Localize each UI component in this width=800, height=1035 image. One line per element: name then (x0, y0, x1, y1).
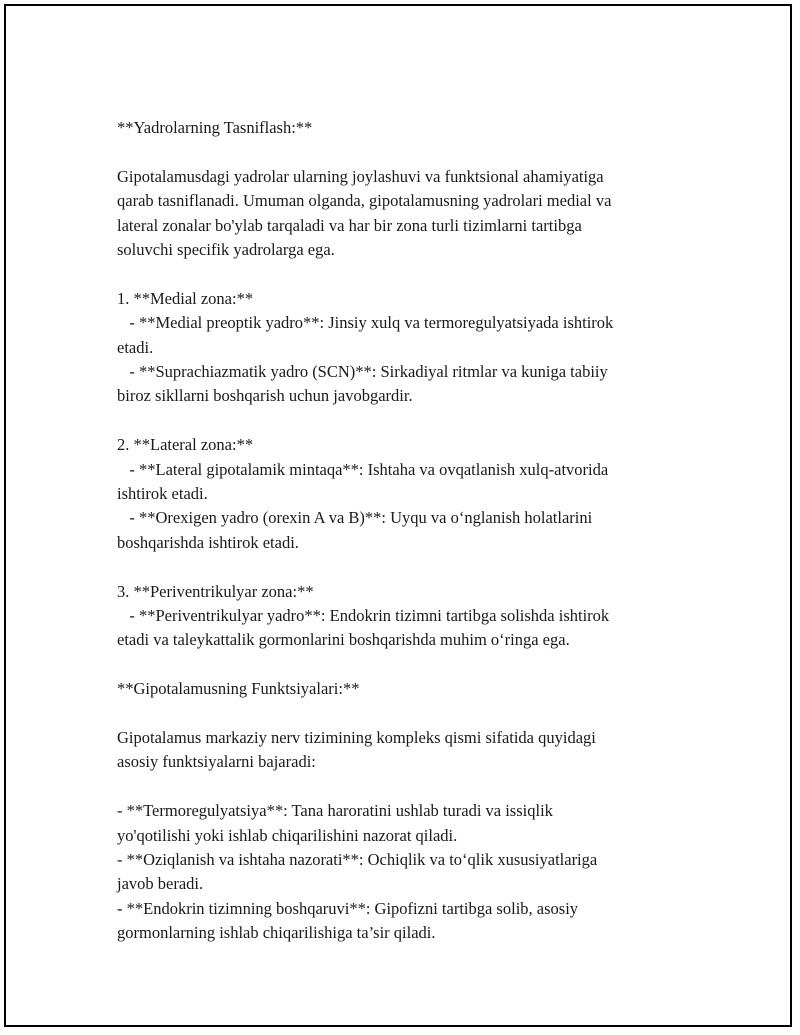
spacer (117, 702, 687, 726)
spacer (117, 775, 687, 799)
intro-paragraph (117, 165, 687, 263)
spacer (117, 409, 687, 433)
intro-line: soluvchi specifik yadrolarga ega. (117, 240, 335, 260)
zone-title: 1. **Medial zona:** (117, 288, 254, 308)
function-line: javob beradi. (117, 874, 204, 894)
zone-title: 2. **Lateral zona:** (117, 435, 254, 455)
intro-line: qarab tasniflanadi. Umuman olganda, gipotalamusning yadrolari medial va (117, 191, 612, 211)
functions-intro-line: asosiy funktsiyalarni bajaradi: (117, 752, 316, 772)
zone-line: etadi. (117, 337, 154, 357)
zone-line: biroz sikllarni boshqarish uchun javobgardir. (117, 386, 413, 406)
function-line: - **Oziqlanish va ishtaha nazorati**: Ochiqlik va to‘qlik xususiyatlariga (117, 850, 598, 870)
function-line: yo'qotilishi yoki ishlab chiqarilishini nazorat qiladi. (117, 825, 458, 845)
spacer (117, 653, 687, 677)
zone-line: etadi va taleykattalik gormonlarini boshqarishda muhim o‘ringa ega. (117, 630, 570, 650)
functions-intro (117, 726, 687, 775)
functions-intro-line: Gipotalamus markaziy nerv tizimining kompleks qismi sifatida quyidagi (117, 728, 596, 748)
spacer (117, 140, 687, 164)
document-body (117, 116, 687, 946)
heading-functions: **Gipotalamusning Funktsiyalari:** (117, 679, 360, 699)
zone-medial (117, 287, 687, 409)
function-line: gormonlarning ishlab chiqarilishiga ta’sir qiladi. (117, 923, 436, 943)
intro-line: lateral zonalar bo'ylab tarqaladi va har bir zona turli tizimlarni tartibga (117, 215, 582, 235)
heading-classification: **Yadrolarning Tasniflash:** (117, 118, 313, 137)
zone-title: 3. **Periventrikulyar zona:** (117, 581, 314, 601)
functions-list (117, 799, 687, 945)
zone-periventricular (117, 580, 687, 653)
intro-line: Gipotalamusdagi yadrolar ularning joylashuvi va funktsional ahamiyatiga (117, 166, 604, 186)
zone-line: - **Medial preoptik yadro**: Jinsiy xulq va termoregulyatsiyada ishtirok (117, 313, 614, 333)
spacer (117, 262, 687, 286)
function-line: - **Termoregulyatsiya**: Tana haroratini ushlab turadi va issiqlik (117, 801, 553, 821)
zone-lateral (117, 433, 687, 555)
zone-line: - **Periventrikulyar yadro**: Endokrin tizimni tartibga solishda ishtirok (117, 606, 610, 626)
zone-line: - **Suprachiazmatik yadro (SCN)**: Sirkadiyal ritmlar va kuniga tabiiy (117, 362, 608, 382)
zone-line: - **Lateral gipotalamik mintaqa**: Ishtaha va ovqatlanish xulq-atvorida (117, 459, 609, 479)
zone-line: boshqarishda ishtirok etadi. (117, 532, 299, 552)
spacer (117, 555, 687, 579)
zone-line: - **Orexigen yadro (orexin A va B)**: Uyqu va o‘nglanish holatlarini (117, 508, 593, 528)
zone-line: ishtirok etadi. (117, 484, 208, 504)
function-line: - **Endokrin tizimning boshqaruvi**: Gipofizni tartibga solib, asosiy (117, 898, 579, 918)
